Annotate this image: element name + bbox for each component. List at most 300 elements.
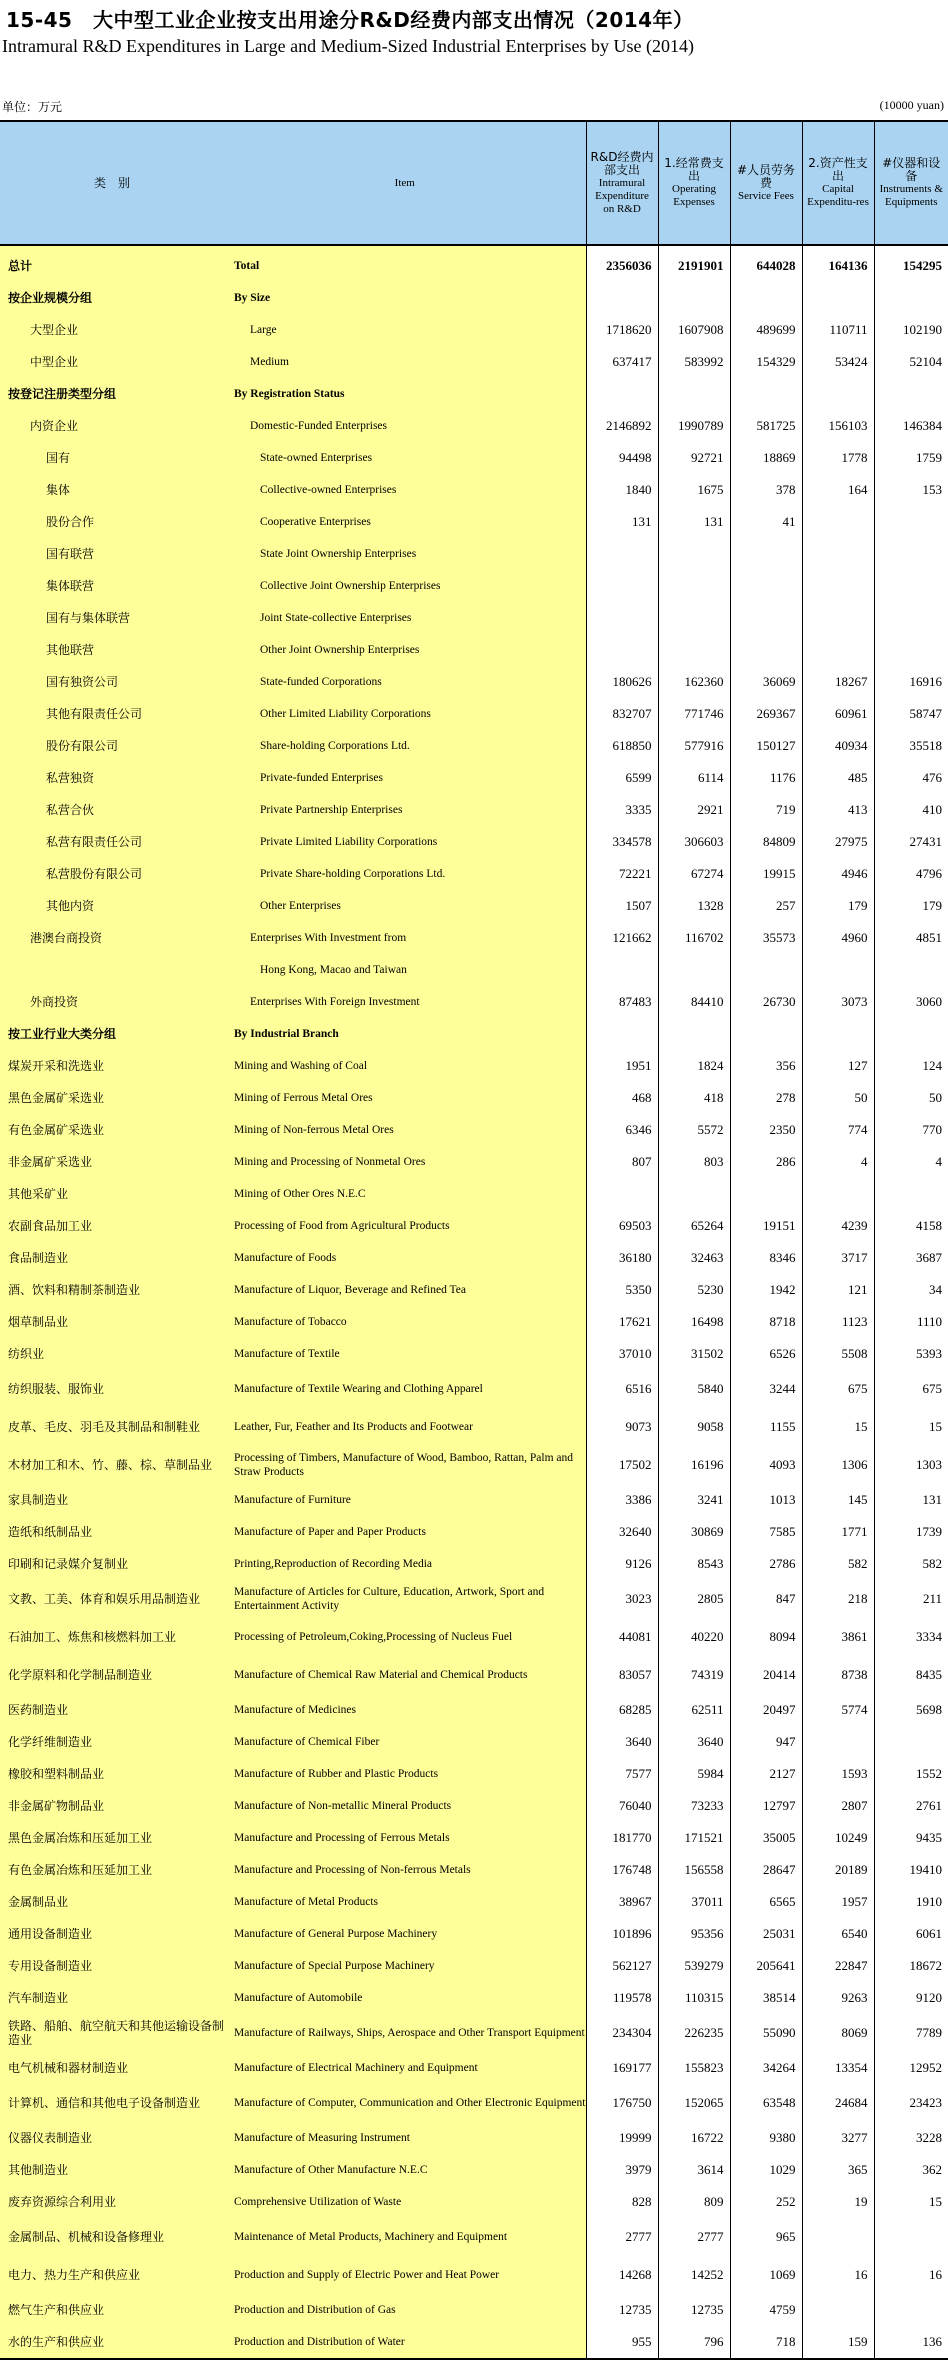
table-row (0, 1210, 948, 1242)
cell-value (802, 538, 874, 570)
row-label-en: Production and Supply of Electric Power and Heat Power (224, 2256, 586, 2294)
cell-value: 5698 (874, 1694, 948, 1726)
cell-value: 40220 (658, 1618, 730, 1656)
row-label-cn: 非金属矿采选业 (0, 1146, 224, 1178)
cell-value: 356 (730, 1050, 802, 1082)
header-col-cn: #人员劳务费 (736, 162, 796, 190)
cell-value: 52104 (874, 346, 948, 378)
row-label-cn: 文教、工美、体育和娱乐用品制造业 (0, 1580, 224, 1618)
cell-value: 19 (802, 2186, 874, 2218)
cell-value: 4 (874, 1146, 948, 1178)
cell-value (730, 570, 802, 602)
cell-value: 4 (802, 1146, 874, 1178)
cell-value: 577916 (658, 730, 730, 762)
row-label-cn: 纺织业 (0, 1338, 224, 1370)
header-col-en: Intramural Expenditure on R&D (595, 176, 649, 215)
data-table-container (0, 120, 948, 2360)
row-label-en: Mining and Washing of Coal (224, 1050, 586, 1082)
cell-value (658, 634, 730, 666)
cell-value (874, 538, 948, 570)
row-label-en: Other Limited Liability Corporations (224, 698, 586, 730)
row-label-en: Printing,Reproduction of Recording Media (224, 1548, 586, 1580)
cell-value: 2807 (802, 1790, 874, 1822)
cell-value: 257 (730, 890, 802, 922)
cell-value: 152065 (658, 2084, 730, 2122)
row-label-cn: 国有与集体联营 (0, 602, 224, 634)
cell-value (586, 282, 658, 314)
cell-value: 286 (730, 1146, 802, 1178)
cell-value (874, 1018, 948, 1050)
cell-value: 3386 (586, 1484, 658, 1516)
cell-value: 5774 (802, 1694, 874, 1726)
row-label-en: Total (224, 245, 586, 282)
cell-value: 179 (874, 890, 948, 922)
row-label-en: Large (224, 314, 586, 346)
row-label-cn: 印刷和记录媒介复制业 (0, 1548, 224, 1580)
row-label-en: Private Share-holding Corporations Ltd. (224, 858, 586, 890)
cell-value (730, 1178, 802, 1210)
table-row (0, 858, 948, 890)
table-row (0, 1982, 948, 2014)
row-label-en: Other Enterprises (224, 890, 586, 922)
cell-value: 44081 (586, 1618, 658, 1656)
row-label-cn: 通用设备制造业 (0, 1918, 224, 1950)
cell-value: 1840 (586, 474, 658, 506)
cell-value: 154329 (730, 346, 802, 378)
cell-value: 74319 (658, 1656, 730, 1694)
cell-value: 10249 (802, 1822, 874, 1854)
cell-value: 618850 (586, 730, 658, 762)
cell-value: 6346 (586, 1114, 658, 1146)
cell-value: 637417 (586, 346, 658, 378)
table-header-row (0, 121, 948, 245)
row-label-en: Manufacture of Furniture (224, 1484, 586, 1516)
row-label-cn: 中型企业 (0, 346, 224, 378)
cell-value: 16 (874, 2256, 948, 2294)
cell-value: 145 (802, 1484, 874, 1516)
header-col-en: Operating Expenses (672, 183, 716, 208)
cell-value: 26730 (730, 986, 802, 1018)
header-col-intramural (586, 121, 658, 245)
table-row (0, 2326, 948, 2359)
row-label-cn: 私营股份有限公司 (0, 858, 224, 890)
table-row (0, 1242, 948, 1274)
cell-value: 38967 (586, 1886, 658, 1918)
row-label-cn: 外商投资 (0, 986, 224, 1018)
row-label-cn: 有色金属冶炼和压延加工业 (0, 1854, 224, 1886)
table-row (0, 282, 948, 314)
table-row (0, 1408, 948, 1446)
cell-value: 19151 (730, 1210, 802, 1242)
cell-value: 154295 (874, 245, 948, 282)
cell-value (802, 2294, 874, 2326)
table-row (0, 2052, 948, 2084)
cell-value: 2921 (658, 794, 730, 826)
cell-value: 2777 (586, 2218, 658, 2256)
row-label-cn: 酒、饮料和精制茶制造业 (0, 1274, 224, 1306)
cell-value: 581725 (730, 410, 802, 442)
header-col-en: Service Fees (738, 189, 794, 202)
cell-value: 27431 (874, 826, 948, 858)
cell-value: 4946 (802, 858, 874, 890)
cell-value: 16196 (658, 1446, 730, 1484)
table-row (0, 1338, 948, 1370)
cell-value: 832707 (586, 698, 658, 730)
row-label-en: State Joint Ownership Enterprises (224, 538, 586, 570)
cell-value: 20189 (802, 1854, 874, 1886)
cell-value: 1778 (802, 442, 874, 474)
table-row (0, 890, 948, 922)
cell-value: 1306 (802, 1446, 874, 1484)
cell-value: 675 (802, 1370, 874, 1408)
cell-value: 119578 (586, 1982, 658, 2014)
cell-value: 20497 (730, 1694, 802, 1726)
cell-value: 719 (730, 794, 802, 826)
row-label-cn: 私营独资 (0, 762, 224, 794)
row-label-en: Production and Distribution of Water (224, 2326, 586, 2359)
cell-value: 23423 (874, 2084, 948, 2122)
cell-value (586, 570, 658, 602)
cell-value: 34264 (730, 2052, 802, 2084)
row-label-cn: 专用设备制造业 (0, 1950, 224, 1982)
cell-value: 63548 (730, 2084, 802, 2122)
table-row (0, 2256, 948, 2294)
cell-value: 102190 (874, 314, 948, 346)
cell-value: 2191901 (658, 245, 730, 282)
cell-value: 3640 (586, 1726, 658, 1758)
cell-value (730, 634, 802, 666)
cell-value: 179 (802, 890, 874, 922)
cell-value: 485 (802, 762, 874, 794)
cell-value: 796 (658, 2326, 730, 2359)
cell-value: 3614 (658, 2154, 730, 2186)
cell-value: 176750 (586, 2084, 658, 2122)
row-label-cn: 其他有限责任公司 (0, 698, 224, 730)
cell-value: 4239 (802, 1210, 874, 1242)
cell-value: 38514 (730, 1982, 802, 2014)
cell-value: 15 (874, 2186, 948, 2218)
cell-value (658, 602, 730, 634)
cell-value: 3228 (874, 2122, 948, 2154)
row-label-cn: 仪器仪表制造业 (0, 2122, 224, 2154)
cell-value (874, 1726, 948, 1758)
cell-value: 110711 (802, 314, 874, 346)
cell-value: 15 (874, 1408, 948, 1446)
row-label-cn: 计算机、通信和其他电子设备制造业 (0, 2084, 224, 2122)
cell-value: 1771 (802, 1516, 874, 1548)
cell-value: 8094 (730, 1618, 802, 1656)
table-row (0, 2122, 948, 2154)
row-label-cn: 按登记注册类型分组 (0, 378, 224, 410)
table-row (0, 1726, 948, 1758)
cell-value: 36069 (730, 666, 802, 698)
cell-value: 2761 (874, 1790, 948, 1822)
cell-value: 4158 (874, 1210, 948, 1242)
table-row (0, 314, 948, 346)
row-label-en: Processing of Timbers, Manufacture of Wood, Bamboo, Rattan, Palm and Straw Products (224, 1446, 586, 1484)
cell-value: 9380 (730, 2122, 802, 2154)
cell-value: 1593 (802, 1758, 874, 1790)
row-label-cn: 黑色金属冶炼和压延加工业 (0, 1822, 224, 1854)
row-label-cn: 汽车制造业 (0, 1982, 224, 2014)
cell-value: 17502 (586, 1446, 658, 1484)
table-row (0, 1950, 948, 1982)
cell-value: 12735 (586, 2294, 658, 2326)
cell-value: 3687 (874, 1242, 948, 1274)
table-row (0, 346, 948, 378)
cell-value (658, 954, 730, 986)
cell-value: 1759 (874, 442, 948, 474)
row-label-en: Manufacture of Non-metallic Mineral Products (224, 1790, 586, 1822)
cell-value: 16 (802, 2256, 874, 2294)
cell-value (874, 506, 948, 538)
cell-value: 24684 (802, 2084, 874, 2122)
cell-value (874, 2218, 948, 2256)
cell-value: 171521 (658, 1822, 730, 1854)
cell-value (730, 378, 802, 410)
cell-value: 131 (586, 506, 658, 538)
cell-value: 19999 (586, 2122, 658, 2154)
table-row (0, 538, 948, 570)
cell-value: 365 (802, 2154, 874, 2186)
cell-value (586, 602, 658, 634)
row-label-cn: 其他内资 (0, 890, 224, 922)
cell-value: 37010 (586, 1338, 658, 1370)
cell-value: 153 (874, 474, 948, 506)
cell-value: 9435 (874, 1822, 948, 1854)
cell-value: 31502 (658, 1338, 730, 1370)
cell-value: 4796 (874, 858, 948, 890)
header-category: 类 别 (0, 121, 224, 245)
row-label-en: Collective Joint Ownership Enterprises (224, 570, 586, 602)
cell-value: 771746 (658, 698, 730, 730)
row-label-cn: 其他联营 (0, 634, 224, 666)
cell-value: 965 (730, 2218, 802, 2256)
table-row (0, 1050, 948, 1082)
cell-value: 3334 (874, 1618, 948, 1656)
row-label-en: Private Partnership Enterprises (224, 794, 586, 826)
cell-value: 131 (874, 1484, 948, 1516)
cell-value: 3861 (802, 1618, 874, 1656)
cell-value: 50 (802, 1082, 874, 1114)
cell-value: 169177 (586, 2052, 658, 2084)
cell-value: 162360 (658, 666, 730, 698)
row-label-cn: 石油加工、炼焦和核燃料加工业 (0, 1618, 224, 1656)
cell-value (802, 2218, 874, 2256)
cell-value: 205641 (730, 1950, 802, 1982)
cell-value: 30869 (658, 1516, 730, 1548)
row-label-en: Manufacture of Rubber and Plastic Products (224, 1758, 586, 1790)
row-label-cn: 港澳台商投资 (0, 922, 224, 954)
cell-value: 25031 (730, 1918, 802, 1950)
row-label-cn: 私营有限责任公司 (0, 826, 224, 858)
row-label-en: Mining and Processing of Nonmetal Ores (224, 1146, 586, 1178)
table-row (0, 1548, 948, 1580)
cell-value: 1990789 (658, 410, 730, 442)
cell-value: 809 (658, 2186, 730, 2218)
cell-value: 955 (586, 2326, 658, 2359)
row-label-cn: 木材加工和木、竹、藤、棕、草制品业 (0, 1446, 224, 1484)
cell-value: 37011 (658, 1886, 730, 1918)
row-label-en: Manufacture of Chemical Fiber (224, 1726, 586, 1758)
table-row (0, 1306, 948, 1338)
row-label-cn: 国有独资公司 (0, 666, 224, 698)
row-label-cn: 皮革、毛皮、羽毛及其制品和制鞋业 (0, 1408, 224, 1446)
cell-value: 6565 (730, 1886, 802, 1918)
cell-value: 62511 (658, 1694, 730, 1726)
cell-value: 1029 (730, 2154, 802, 2186)
cell-value: 1176 (730, 762, 802, 794)
cell-value: 22847 (802, 1950, 874, 1982)
cell-value: 3640 (658, 1726, 730, 1758)
cell-value: 127 (802, 1050, 874, 1082)
cell-value: 121 (802, 1274, 874, 1306)
cell-value: 73233 (658, 1790, 730, 1822)
cell-value: 53424 (802, 346, 874, 378)
cell-value (586, 1018, 658, 1050)
cell-value (586, 1178, 658, 1210)
cell-value: 41 (730, 506, 802, 538)
row-label-cn: 家具制造业 (0, 1484, 224, 1516)
cell-value: 18869 (730, 442, 802, 474)
cell-value: 2786 (730, 1548, 802, 1580)
row-label-cn: 燃气生产和供应业 (0, 2294, 224, 2326)
cell-value: 8543 (658, 1548, 730, 1580)
table-row (0, 1790, 948, 1822)
table-row (0, 1656, 948, 1694)
table-row (0, 1146, 948, 1178)
cell-value: 1069 (730, 2256, 802, 2294)
table-row (0, 1694, 948, 1726)
cell-value: 18672 (874, 1950, 948, 1982)
row-label-en: Maintenance of Metal Products, Machinery and Equipment (224, 2218, 586, 2256)
cell-value: 116702 (658, 922, 730, 954)
row-label-cn: 按企业规模分组 (0, 282, 224, 314)
header-col-instruments (874, 121, 948, 245)
table-row (0, 634, 948, 666)
cell-value: 413 (802, 794, 874, 826)
cell-value (658, 570, 730, 602)
cell-value: 34 (874, 1274, 948, 1306)
cell-value (874, 1178, 948, 1210)
row-label-cn: 有色金属矿采选业 (0, 1114, 224, 1146)
cell-value: 3073 (802, 986, 874, 1018)
cell-value (586, 954, 658, 986)
cell-value: 4759 (730, 2294, 802, 2326)
row-label-cn: 非金属矿物制品业 (0, 1790, 224, 1822)
cell-value: 94498 (586, 442, 658, 474)
cell-value: 65264 (658, 1210, 730, 1242)
row-label-en: Manufacture of Electrical Machinery and Equipment (224, 2052, 586, 2084)
cell-value: 1739 (874, 1516, 948, 1548)
cell-value: 110315 (658, 1982, 730, 2014)
cell-value: 468 (586, 1082, 658, 1114)
row-label-cn: 烟草制品业 (0, 1306, 224, 1338)
cell-value: 9073 (586, 1408, 658, 1446)
cell-value (802, 1178, 874, 1210)
cell-value: 35573 (730, 922, 802, 954)
row-label-cn: 煤炭开采和洗选业 (0, 1050, 224, 1082)
cell-value: 16916 (874, 666, 948, 698)
cell-value: 101896 (586, 1918, 658, 1950)
cell-value: 16722 (658, 2122, 730, 2154)
table-row (0, 2186, 948, 2218)
cell-value: 8069 (802, 2014, 874, 2052)
row-label-cn: 按工业行业大类分组 (0, 1018, 224, 1050)
cell-value: 2805 (658, 1580, 730, 1618)
page-title-cn: 15-45 大中型工业企业按支出用途分R&D经费内部支出情况（2014年） (6, 8, 694, 32)
table-row (0, 2084, 948, 2122)
row-label-en: Other Joint Ownership Enterprises (224, 634, 586, 666)
cell-value: 3060 (874, 986, 948, 1018)
cell-value: 774 (802, 1114, 874, 1146)
cell-value (874, 602, 948, 634)
cell-value: 9263 (802, 1982, 874, 2014)
table-row (0, 986, 948, 1018)
cell-value: 828 (586, 2186, 658, 2218)
cell-value: 4851 (874, 922, 948, 954)
cell-value: 27975 (802, 826, 874, 858)
cell-value (874, 282, 948, 314)
cell-value: 32640 (586, 1516, 658, 1548)
row-label-cn: 其他采矿业 (0, 1178, 224, 1210)
cell-value: 1942 (730, 1274, 802, 1306)
row-label-en: State-owned Enterprises (224, 442, 586, 474)
row-label-cn: 大型企业 (0, 314, 224, 346)
row-label-en: Manufacture of Paper and Paper Products (224, 1516, 586, 1548)
row-label-cn: 黑色金属矿采选业 (0, 1082, 224, 1114)
cell-value: 582 (802, 1548, 874, 1580)
row-label-cn (0, 954, 224, 986)
header-col-en: Capital Expenditu-res (807, 183, 869, 208)
row-label-cn: 股份有限公司 (0, 730, 224, 762)
cell-value: 159 (802, 2326, 874, 2359)
cell-value: 6114 (658, 762, 730, 794)
cell-value: 1910 (874, 1886, 948, 1918)
cell-value: 12952 (874, 2052, 948, 2084)
table-row (0, 2014, 948, 2052)
table-row (0, 1580, 948, 1618)
cell-value: 1824 (658, 1050, 730, 1082)
cell-value (802, 378, 874, 410)
row-label-en: Manufacture of Computer, Communication and Other Electronic Equipment (224, 2084, 586, 2122)
table-row (0, 410, 948, 442)
row-label-cn: 铁路、船舶、航空航天和其他运输设备制造业 (0, 2014, 224, 2052)
cell-value (586, 634, 658, 666)
row-label-en: Manufacture and Processing of Non-ferrous Metals (224, 1854, 586, 1886)
row-label-en: Manufacture of Liquor, Beverage and Refined Tea (224, 1274, 586, 1306)
cell-value: 19410 (874, 1854, 948, 1886)
cell-value: 5230 (658, 1274, 730, 1306)
table-row (0, 1274, 948, 1306)
row-label-en: Joint State-collective Enterprises (224, 602, 586, 634)
cell-value: 3023 (586, 1580, 658, 1618)
cell-value: 3244 (730, 1370, 802, 1408)
cell-value (802, 954, 874, 986)
row-label-en: Private-funded Enterprises (224, 762, 586, 794)
row-label-en: By Size (224, 282, 586, 314)
row-label-en: Manufacture of Medicines (224, 1694, 586, 1726)
cell-value: 180626 (586, 666, 658, 698)
cell-value: 1675 (658, 474, 730, 506)
table-row (0, 2218, 948, 2256)
cell-value: 67274 (658, 858, 730, 890)
row-label-cn: 其他制造业 (0, 2154, 224, 2186)
cell-value: 1718620 (586, 314, 658, 346)
row-label-cn: 总计 (0, 245, 224, 282)
row-label-cn: 橡胶和塑料制品业 (0, 1758, 224, 1790)
cell-value: 5984 (658, 1758, 730, 1790)
